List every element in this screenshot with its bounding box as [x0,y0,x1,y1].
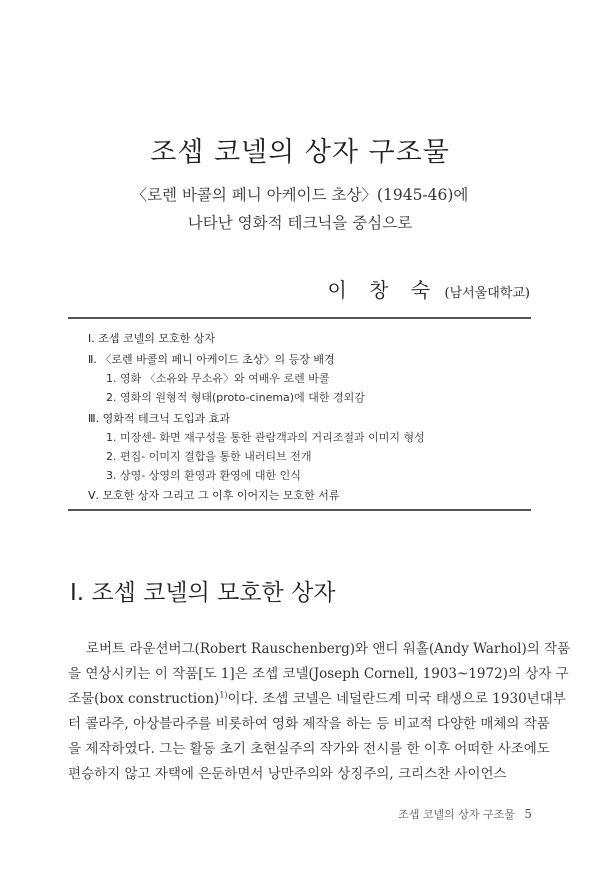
toc-item: 3. 상영- 상영의 환영과 환영에 대한 인식 [106,469,301,482]
toc-item: Ⅰ. 조셉 코넬의 모호한 상자 [88,332,215,345]
footnote-reference[interactable]: 1) [219,690,228,700]
body-text-line: 을 제작하였다. 그는 활동 초기 초현실주의 작가와 전시를 한 이후 어떠한 사조에도 [68,741,550,757]
page-footer [398,806,532,822]
toc-item: 2. 영화의 원형적 형태(proto-cinema)에 대한 경외감 [106,391,365,404]
body-text-line: 터 콜라주, 아상블라주를 비롯하여 영화 제작을 하는 등 비교적 다양한 매체의 작품 [68,716,550,732]
paper-subtitle-line-1: 〈로렌 바콜의 페니 아케이드 초상〉(1945-46)에 [131,186,469,204]
body-text-line: 편승하지 않고 자택에 은둔하면서 낭만주의와 상징주의, 크리스찬 사이언스 [68,766,507,782]
toc-item: Ⅱ. 〈로렌 바콜의 페니 아케이드 초상〉의 등장 배경 [88,353,335,366]
body-text-fragment: 이다. 조셉 코넬은 네덜란드계 미국 태생으로 1930년대부 [227,691,566,707]
toc-item: 2. 편집- 이미지 결합을 통한 내러티브 전개 [106,450,312,463]
toc-item: Ⅲ. 영화적 테크닉 도입과 효과 [88,412,230,425]
body-text-line: 을 연상시키는 이 작품[도 1]은 조셉 코넬(Joseph Cornell, 1903~1972)의 상자 구 [68,666,569,682]
body-text-line: 로버트 라운션버그(Robert Rauschenberg)와 앤디 워홀(Andy Warhol)의 작품 [86,641,571,657]
author-name: 이 창 숙 [327,278,439,302]
running-title: 조셉 코넬의 상자 구조물 [398,808,515,821]
section-heading: Ⅰ. 조셉 코넬의 모호한 상자 [70,580,336,606]
toc-item: 1. 미장센- 화면 재구성을 통한 관람객과의 거리조절과 이미지 형성 [106,431,425,444]
author-affiliation: (남서울대학교) [444,286,530,301]
table-of-contents [68,317,531,511]
body-text-fragment: 조물(box construction) [68,691,220,707]
body-text-line [68,687,566,707]
paper-title: 조셉 코넬의 상자 구조물 [150,137,450,168]
author-block [327,274,530,303]
toc-item: Ⅴ. 모호한 상자 그리고 그 이후 이어지는 모호한 서류 [88,489,340,502]
page-number: 5 [524,807,532,821]
toc-item: 1. 영화 〈소유와 무소유〉와 여배우 로렌 바콜 [106,372,330,385]
paper-subtitle-line-2: 나타난 영화적 테크닉을 중심으로 [187,214,413,232]
